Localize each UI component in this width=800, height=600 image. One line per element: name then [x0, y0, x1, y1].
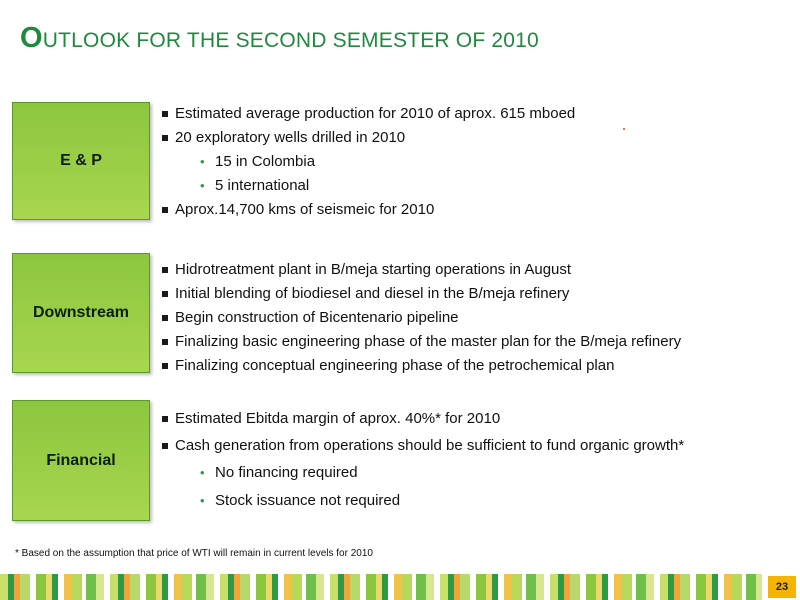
page-number-badge: 23: [768, 576, 796, 598]
list-item: Aprox.14,700 kms of seismeic for 2010: [160, 198, 575, 222]
list-item: 20 exploratory wells drilled in 2010: [160, 126, 575, 150]
list-item: Initial blending of biodiesel and diesel in the B/meja refinery: [160, 282, 681, 306]
list-item: Begin construction of Bicentenario pipeline: [160, 306, 681, 330]
list-item: Cash generation from operations should be sufficient to fund organic growth*: [160, 432, 684, 459]
downstream-bullet-list: [160, 258, 681, 378]
sub-list-item: • No financing required: [160, 459, 684, 487]
sub-list-item: • 5 international: [160, 174, 575, 198]
section-label-downstream: Downstream: [12, 253, 150, 373]
decorative-stripe: [0, 574, 762, 600]
ep-bullet-list: [160, 102, 575, 222]
list-item: Finalizing conceptual engineering phase of the petrochemical plan: [160, 354, 681, 378]
list-item: Estimated average production for 2010 of aprox. 615 mboed: [160, 102, 575, 126]
section-label-ep: E & P: [12, 102, 150, 220]
sub-list-item: • Stock issuance not required: [160, 487, 684, 515]
section-label-financial: Financial: [12, 400, 150, 521]
title-text: UTLOOK FOR THE SECOND SEMESTER OF 2010: [42, 29, 539, 52]
stray-mark: [623, 128, 625, 130]
list-item: Hidrotreatment plant in B/meja starting operations in August: [160, 258, 681, 282]
financial-bullet-list: [160, 405, 684, 515]
footnote: * Based on the assumption that price of WTI will remain in current levels for 2010: [15, 548, 373, 559]
title-initial: O: [20, 22, 43, 54]
slide-title: [20, 22, 539, 55]
list-item: Estimated Ebitda margin of aprox. 40%* for 2010: [160, 405, 684, 432]
sub-list-item: • 15 in Colombia: [160, 150, 575, 174]
list-item: Finalizing basic engineering phase of the master plan for the B/meja refinery: [160, 330, 681, 354]
